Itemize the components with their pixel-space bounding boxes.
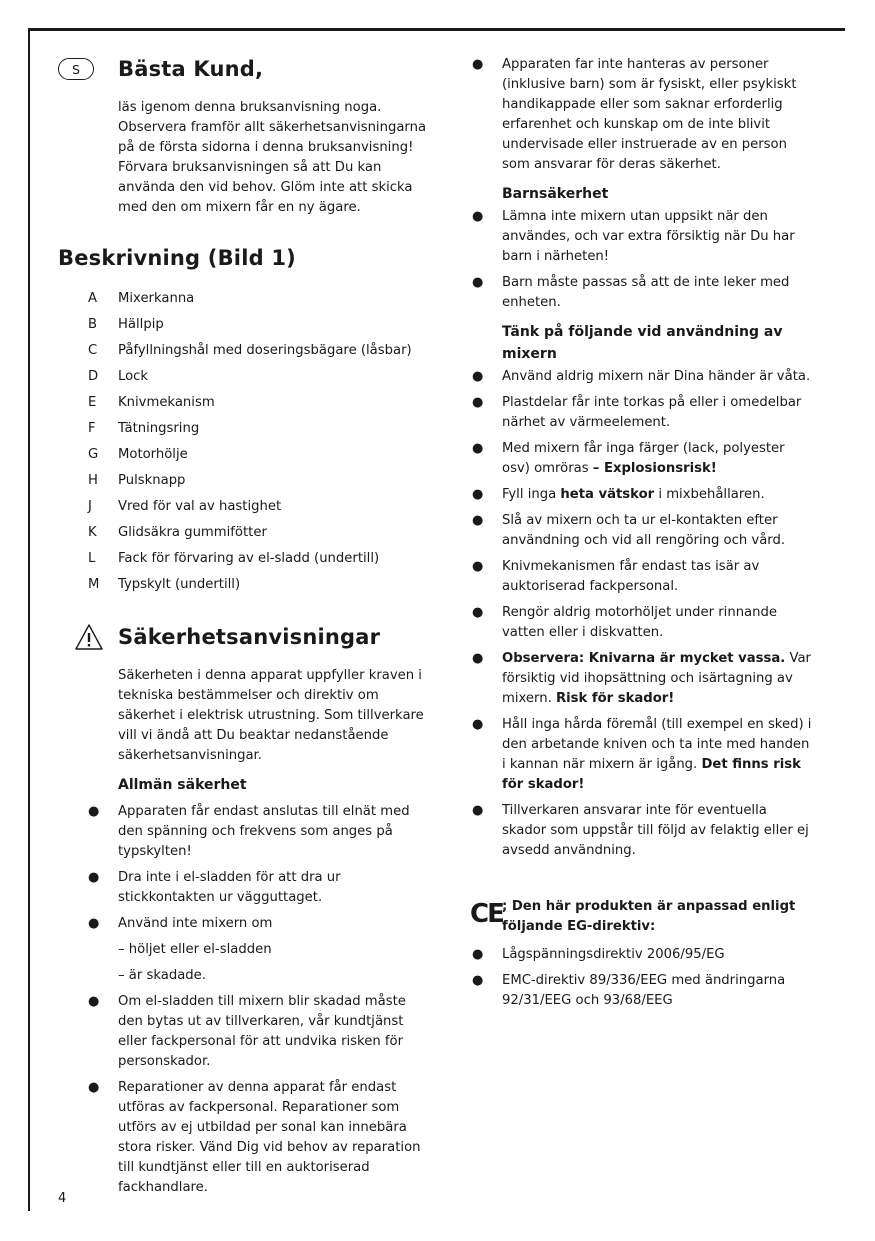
bullet-text: Tillverkaren ansvarar inte för eventuella skador som uppstår till följd av felaktig eller ej avsedd användning. xyxy=(502,803,809,858)
bullet-icon: ● xyxy=(88,804,100,819)
list-item xyxy=(58,520,433,546)
list-item xyxy=(58,572,433,598)
part-letter: B xyxy=(88,317,98,332)
child-safety-heading: Barnsäkerhet xyxy=(502,186,609,202)
list-item xyxy=(470,439,815,479)
bullet-icon: ● xyxy=(472,395,484,410)
list-item xyxy=(58,1078,433,1198)
bullet-icon: ● xyxy=(472,57,484,72)
bullet-text-part: Fyll inga xyxy=(502,487,561,502)
list-item xyxy=(58,390,433,416)
part-letter: G xyxy=(88,447,99,462)
list-item xyxy=(58,312,433,338)
part-label: Påfyllningshål med doseringsbägare (låsbar) xyxy=(118,343,412,358)
list-item xyxy=(470,511,815,551)
bullet-icon: ● xyxy=(472,369,484,384)
bullet-text xyxy=(502,715,815,795)
list-item xyxy=(58,364,433,390)
parts-list xyxy=(58,286,433,598)
ce-declaration-text: ; Den här produkten är anpassad enligt följande EG-direktiv: xyxy=(502,899,796,934)
part-letter: C xyxy=(88,343,98,358)
bullet-icon: ● xyxy=(472,559,484,574)
bullet-icon: ● xyxy=(472,947,484,962)
bullet-text: Om el-sladden till mixern blir skadad måste den bytas ut av tillverkaren, vår kundtjänst eller fackpersonal för att undvika risken för personskador. xyxy=(118,994,406,1069)
safety-heading-row xyxy=(58,620,433,654)
bullet-text: Apparaten far inte hanteras av personer (inklusive barn) som är fysiskt, eller psykiskt handikappade eller som saknar erforderlig erfarenhet och kunskap om de inte blivit undervisade eller instruerade av en person som ansvarar för deras säkerhet. xyxy=(502,57,797,172)
bullet-text-emphasis: heta vätskor xyxy=(560,487,655,502)
bullet-text-emphasis: Risk för skador! xyxy=(555,691,675,706)
bullet-text: Apparaten får endast anslutas till elnät med den spänning och frekvens som anges på typskylten! xyxy=(118,804,410,859)
bullet-text-part: i mixbehållaren. xyxy=(654,487,765,502)
bullet-icon: ● xyxy=(88,870,100,885)
description-heading: Beskrivning (Bild 1) xyxy=(58,246,296,270)
list-item xyxy=(470,557,815,597)
list-item xyxy=(58,416,433,442)
part-label: Knivmekanism xyxy=(118,395,215,410)
list-item xyxy=(470,945,815,965)
bullet-text xyxy=(502,485,815,505)
part-label: Fack för förvaring av el-sladd (undertill) xyxy=(118,551,380,566)
page-number: 4 xyxy=(58,1191,67,1206)
list-item xyxy=(58,286,433,312)
list-item xyxy=(470,603,815,643)
bullet-text: Barn måste passas så att de inte leker med enheten. xyxy=(502,275,790,310)
greeting-heading: Bästa Kund, xyxy=(118,57,264,81)
bullet-text-emphasis: Observera: Knivarna är mycket vassa. xyxy=(502,651,786,666)
bullet-text: Dra inte i el-sladden för att dra ur stickkontakten ur vägguttaget. xyxy=(118,870,341,905)
part-letter: F xyxy=(88,421,96,436)
part-label: Lock xyxy=(118,369,149,384)
part-label: Mixerkanna xyxy=(118,291,195,306)
bullet-text: Använd inte mixern om xyxy=(118,916,273,931)
bullet-text: Reparationer av denna apparat får endast utföras av fackpersonal. Reparationer som utförs av ej utbildad per sonal kan innebära stora risker. Vänd Dig vid behov av reparation till kundtjänst eller till en auktoriserad fackhandlare. xyxy=(118,1080,421,1195)
bullet-text-emphasis: – Explosionsrisk! xyxy=(592,461,717,476)
bullet-icon: ● xyxy=(472,487,484,502)
bullet-icon: ● xyxy=(472,275,484,290)
part-letter: K xyxy=(88,525,97,540)
part-label: Tätningsring xyxy=(118,421,200,436)
part-label: Typskylt (undertill) xyxy=(118,577,241,592)
bullet-text: Lågspänningsdirektiv 2006/95/EG xyxy=(502,947,725,962)
part-label: Glidsäkra gummifötter xyxy=(118,525,267,540)
usage-heading: Tänk på följande vid användning av mixern xyxy=(502,324,783,362)
bullet-text: Lämna inte mixern utan uppsikt när den användes, och var extra försiktig när Du har barn i närheten! xyxy=(502,209,795,264)
warning-triangle-icon xyxy=(72,623,106,651)
bullet-text-part: Var försiktig vid ihopsättning och isärtagning av mixern. xyxy=(502,651,811,706)
list-item xyxy=(470,55,815,175)
bullet-text xyxy=(502,649,815,709)
bullet-text-part: Håll inga hårda föremål (till exempel en sked) i den arbetande kniven och ta inte med handen i kannan när mixern är igång. xyxy=(502,717,812,772)
list-item xyxy=(470,485,815,505)
part-label: Vred för val av hastighet xyxy=(118,499,282,514)
part-label: Hällpip xyxy=(118,317,164,332)
bullet-icon: ● xyxy=(472,441,484,456)
bullet-icon: ● xyxy=(472,605,484,620)
bullet-text: Rengör aldrig motorhöljet under rinnande vatten eller i diskvatten. xyxy=(502,605,777,640)
list-item xyxy=(470,273,815,313)
bullet-icon: ● xyxy=(88,916,100,931)
list-item xyxy=(470,971,815,1011)
bullet-text: EMC-direktiv 89/336/EEG med ändringarna 92/31/EEG och 93/68/EEG xyxy=(502,973,786,1008)
part-label: Motorhölje xyxy=(118,447,188,462)
part-letter: D xyxy=(88,369,99,384)
part-letter: L xyxy=(88,551,96,566)
list-item xyxy=(58,992,433,1072)
page-frame-left xyxy=(28,28,30,1211)
part-letter: A xyxy=(88,291,98,306)
part-letter: M xyxy=(88,577,100,592)
left-column xyxy=(58,52,433,1198)
language-badge: S xyxy=(58,58,94,80)
bullet-text: Plastdelar får inte torkas på eller i omedelbar närhet av värmeelement. xyxy=(502,395,802,430)
dash-item: – höljet eller el-sladden xyxy=(118,942,272,957)
safety-heading: Säkerhetsanvisningar xyxy=(118,625,381,649)
bullet-icon: ● xyxy=(472,717,484,732)
list-item xyxy=(58,914,433,934)
bullet-icon: ● xyxy=(88,1080,100,1095)
bullet-text xyxy=(502,439,815,479)
bullet-icon: ● xyxy=(472,651,484,666)
list-item xyxy=(58,494,433,520)
ce-mark-icon: CE xyxy=(470,899,503,929)
part-label: Pulsknapp xyxy=(118,473,186,488)
list-item xyxy=(470,393,815,433)
bullet-text-emphasis: Det finns risk för skador! xyxy=(502,757,801,792)
list-item xyxy=(470,801,815,861)
bullet-icon: ● xyxy=(472,513,484,528)
list-item xyxy=(58,546,433,572)
right-column xyxy=(470,55,815,1011)
part-letter: J xyxy=(88,499,92,514)
safety-intro: Säkerheten i denna apparat uppfyller kraven i tekniska bestämmelser och direktiv om säkerhet i elektrisk utrustning. Som tillverkare vill vi ändå att Du beaktar nedanstående säkerhetsanvisningar. xyxy=(118,668,424,763)
list-item xyxy=(58,468,433,494)
ce-declaration xyxy=(470,897,815,937)
part-letter: E xyxy=(88,395,97,410)
bullet-icon: ● xyxy=(472,973,484,988)
list-item xyxy=(58,442,433,468)
bullet-text: Slå av mixern och ta ur el-kontakten efter användning och vid all rengöring och vård. xyxy=(502,513,786,548)
bullet-icon: ● xyxy=(472,209,484,224)
dash-item: – är skadade. xyxy=(118,968,206,983)
general-safety-heading: Allmän säkerhet xyxy=(118,777,247,793)
greeting-row xyxy=(58,52,433,86)
part-letter: H xyxy=(88,473,98,488)
list-item xyxy=(470,649,815,709)
list-item xyxy=(470,367,815,387)
bullet-text-part: Med mixern får inga färger (lack, polyester osv) omröras xyxy=(502,441,785,476)
intro-paragraph: läs igenom denna bruksanvisning noga. Observera framför allt säkerhetsanvisningarna på de första sidorna i denna bruksanvisning! Förvara bruksanvisningen så att Du kan använda den vid behov. Glöm inte att skicka med den om mixern får en ny ägare. xyxy=(118,100,427,215)
list-item xyxy=(58,868,433,908)
bullet-text: Knivmekanismen får endast tas isär av auktoriserad fackpersonal. xyxy=(502,559,760,594)
bullet-icon: ● xyxy=(472,803,484,818)
page-frame-top xyxy=(28,28,845,31)
list-item xyxy=(470,715,815,795)
bullet-icon: ● xyxy=(88,994,100,1009)
list-item xyxy=(470,207,815,267)
bullet-text: Använd aldrig mixern när Dina händer är våta. xyxy=(502,369,811,384)
list-item xyxy=(58,338,433,364)
list-item xyxy=(58,802,433,862)
